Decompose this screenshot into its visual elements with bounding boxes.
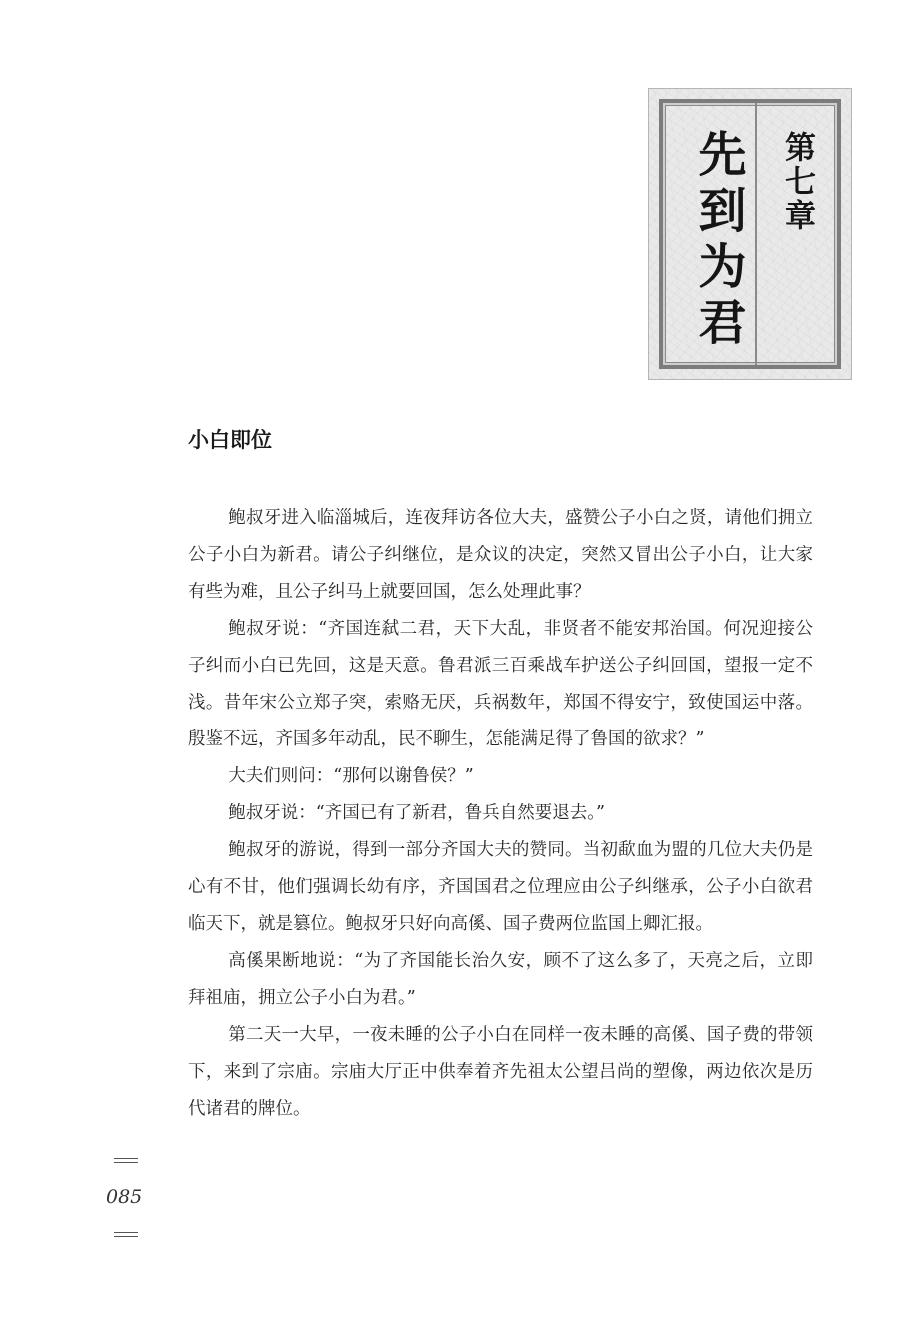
paragraph: 第二天一大早，一夜未睡的公子小白在同样一夜未睡的高傒、国子费的带领下，来到了宗庙。宗庙大厅正中供奉着齐先祖太公望吕尚的塑像，两边依次是历代诸君的牌位。 [188,1024,813,1119]
page-number: 085 [106,1186,143,1208]
section-heading: 小白即位 [188,428,272,452]
paragraph: 鲍叔牙的游说，得到一部分齐国大夫的赞同。当初歃血为盟的几位大夫仍是心有不甘，他们强调长幼有序，齐国国君之位理应由公子纠继承，公子小白欲君临天下，就是篡位。鲍叔牙只好向高傒、国子费两位监国上卿汇报。 [188,840,813,934]
paragraph: 高傒果断地说：“为了齐国能长治久安，顾不了这么多了，天亮之后，立即拜祖庙，拥立公子小白为君。” [188,950,813,1008]
paragraph: 鲍叔牙进入临淄城后，连夜拜访各位大夫，盛赞公子小白之贤，请他们拥立公子小白为新君。请公子纠继位，是众议的决定，突然又冒出公子小白，让大家有些为难，且公子纠马上就要回国，怎么处理此事？ [188,508,813,602]
chapter-emblem [648,88,852,380]
folio [100,1150,150,1245]
folio-rule [114,1162,138,1163]
emblem-divider [755,103,757,365]
folio-rule [114,1236,138,1237]
body-text [188,500,813,1127]
paragraph: 大夫们则问：“那何以谢鲁侯？” [228,766,474,787]
folio-rule [114,1158,138,1159]
folio-rule [114,1232,138,1233]
paragraph: 鲍叔牙说：“齐国已有了新君，鲁兵自然要退去。” [228,803,605,824]
chapter-title: 先到为君 [690,129,746,353]
chapter-number: 第七章 [779,131,815,233]
paragraph: 鲍叔牙说：“齐国连弑二君，天下大乱，非贤者不能安邦治国。何况迎接公子纠而小白已先回，这是天意。鲁君派三百乘战车护送公子纠回国，望报一定不浅。昔年宋公立郑子突，索赂无厌，兵祸数年，郑国不得安宁，致使国运中落。殷鉴不远，齐国多年动乱，民不聊生，怎能满足得了鲁国的欲求？” [188,618,813,750]
